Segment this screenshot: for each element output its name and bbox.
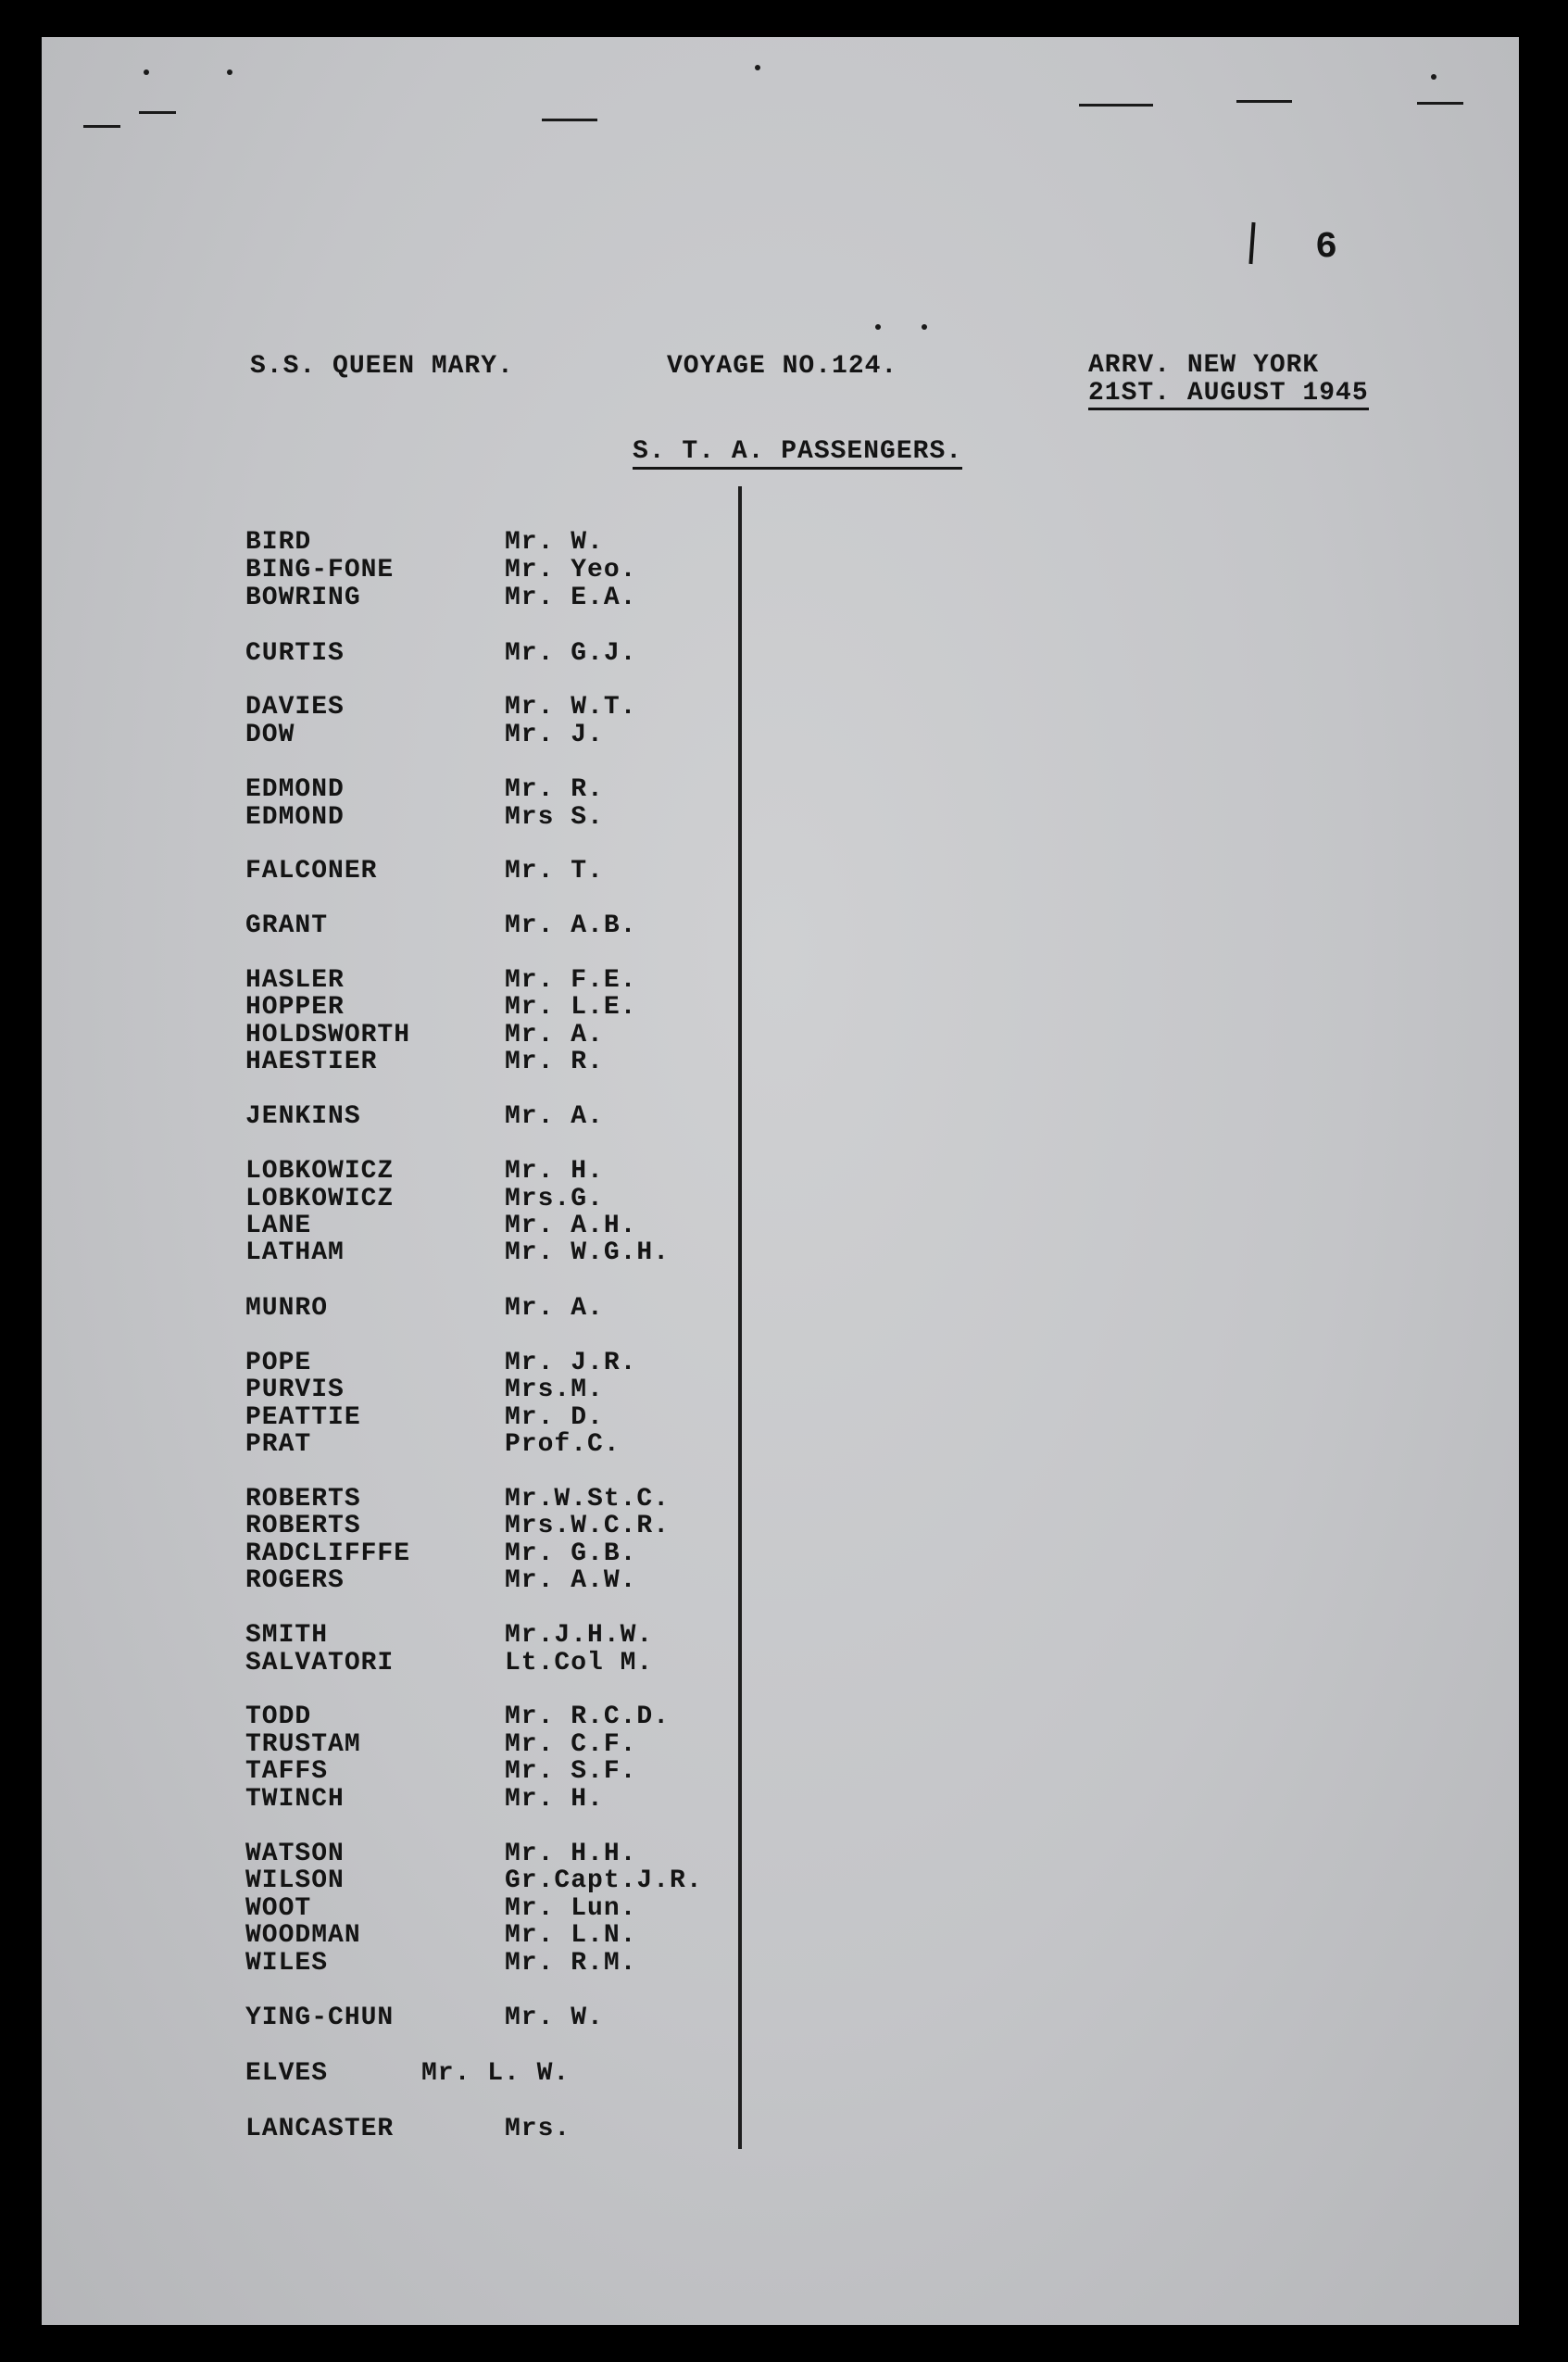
passenger-surname: EDMOND bbox=[245, 803, 345, 832]
passenger-title-initials: Mr. D. bbox=[505, 1403, 604, 1432]
passenger-surname: ROGERS bbox=[245, 1566, 345, 1595]
passenger-surname: GRANT bbox=[245, 911, 329, 940]
passenger-title-initials: Mr. H. bbox=[505, 1785, 604, 1814]
passenger-row bbox=[245, 721, 604, 748]
passenger-title-initials: Lt.Col M. bbox=[505, 1649, 654, 1677]
passenger-title-initials: Mr. R.C.D. bbox=[505, 1702, 671, 1731]
passenger-surname: WILES bbox=[245, 1949, 329, 1978]
passenger-row bbox=[245, 1349, 636, 1376]
arrival-date: 21ST. AUGUST 1945 bbox=[1088, 380, 1369, 410]
ink-dot bbox=[755, 65, 760, 70]
passenger-title-initials: Mr. W.G.H. bbox=[505, 1238, 671, 1267]
column-divider-line bbox=[738, 486, 742, 2149]
passenger-surname: PEATTIE bbox=[245, 1403, 361, 1432]
passenger-surname: HOLDSWORTH bbox=[245, 1021, 411, 1049]
ink-smudge bbox=[83, 125, 120, 128]
ink-dot bbox=[922, 324, 927, 330]
passenger-surname: DAVIES bbox=[245, 693, 345, 722]
passenger-surname: WOODMAN bbox=[245, 1921, 361, 1950]
passenger-title-initials: Mr. W. bbox=[505, 528, 604, 557]
passenger-row bbox=[245, 1621, 653, 1649]
passenger-surname: HOPPER bbox=[245, 993, 345, 1022]
passenger-title-initials: Mrs.W.C.R. bbox=[505, 1512, 671, 1540]
passenger-title-initials: Mr. L. W. bbox=[421, 2059, 571, 2088]
passenger-surname: SMITH bbox=[245, 1621, 329, 1650]
passenger-row bbox=[245, 993, 636, 1021]
passenger-row bbox=[245, 1866, 703, 1894]
passenger-surname: POPE bbox=[245, 1349, 312, 1377]
passenger-row bbox=[245, 1649, 653, 1677]
passenger-row bbox=[245, 1894, 636, 1922]
passenger-row bbox=[245, 1185, 604, 1212]
passenger-surname: LATHAM bbox=[245, 1238, 345, 1267]
passenger-row bbox=[245, 966, 636, 994]
section-title: S. T. A. PASSENGERS. bbox=[633, 437, 962, 470]
passenger-surname: LANCASTER bbox=[245, 2115, 395, 2143]
passenger-row bbox=[245, 1102, 604, 1130]
page-number-tick bbox=[1248, 222, 1255, 264]
passenger-row bbox=[245, 693, 636, 721]
passenger-row bbox=[245, 639, 636, 667]
passenger-title-initials: Mrs. bbox=[505, 2115, 571, 2143]
ship-name: S.S. QUEEN MARY. bbox=[250, 352, 514, 381]
passenger-surname: EDMOND bbox=[245, 775, 345, 804]
passenger-surname: PRAT bbox=[245, 1430, 312, 1459]
passenger-title-initials: Mr. J. bbox=[505, 721, 604, 749]
passenger-surname: RADCLIFFFE bbox=[245, 1539, 411, 1568]
passenger-surname: TRUSTAM bbox=[245, 1730, 361, 1759]
passenger-surname: BIRD bbox=[245, 528, 312, 557]
passenger-surname: WATSON bbox=[245, 1840, 345, 1868]
passenger-row bbox=[245, 2059, 570, 2087]
passenger-surname: ROBERTS bbox=[245, 1512, 361, 1540]
passenger-surname: WILSON bbox=[245, 1866, 345, 1895]
passenger-title-initials: Mr. T. bbox=[505, 857, 604, 886]
ink-smudge bbox=[1079, 104, 1153, 107]
passenger-title-initials: Mr. C.F. bbox=[505, 1730, 637, 1759]
passenger-title-initials: Mrs.M. bbox=[505, 1376, 604, 1404]
ink-smudge bbox=[1417, 102, 1463, 105]
passenger-title-initials: Mr. A. bbox=[505, 1021, 604, 1049]
passenger-surname: CURTIS bbox=[245, 639, 345, 668]
ink-dot bbox=[144, 69, 149, 75]
passenger-title-initials: Mr. J.R. bbox=[505, 1349, 637, 1377]
passenger-row bbox=[245, 1485, 670, 1513]
passenger-title-initials: Mrs.G. bbox=[505, 1185, 604, 1213]
passenger-title-initials: Mr. H.H. bbox=[505, 1840, 637, 1868]
ink-dot bbox=[875, 324, 881, 330]
passenger-row bbox=[245, 1238, 670, 1266]
ink-dot bbox=[1431, 74, 1436, 80]
passenger-surname: FALCONER bbox=[245, 857, 378, 886]
passenger-row bbox=[245, 1376, 604, 1403]
passenger-row bbox=[245, 1702, 670, 1730]
passenger-row bbox=[245, 1730, 636, 1758]
passenger-row bbox=[245, 775, 604, 803]
passenger-title-initials: Mr. E.A. bbox=[505, 584, 637, 612]
passenger-surname: ELVES bbox=[245, 2059, 329, 2088]
passenger-row bbox=[245, 1539, 636, 1567]
passenger-title-initials: Mr. L.N. bbox=[505, 1921, 637, 1950]
passenger-title-initials: Mr. H. bbox=[505, 1157, 604, 1186]
passenger-surname: SALVATORI bbox=[245, 1649, 395, 1677]
passenger-row bbox=[245, 1921, 636, 1949]
passenger-title-initials: Mr. Lun. bbox=[505, 1894, 637, 1923]
passenger-row bbox=[245, 1512, 670, 1539]
voyage-number: VOYAGE NO.124. bbox=[667, 352, 898, 381]
passenger-row bbox=[245, 1212, 636, 1239]
passenger-row bbox=[245, 2115, 571, 2142]
passenger-title-initials: Mr. W. bbox=[505, 2004, 604, 2032]
passenger-row bbox=[245, 1785, 604, 1813]
ink-dot bbox=[227, 69, 232, 75]
passenger-row bbox=[245, 857, 604, 885]
passenger-row bbox=[245, 528, 604, 556]
passenger-title-initials: Mr. W.T. bbox=[505, 693, 637, 722]
passenger-row bbox=[245, 1757, 636, 1785]
passenger-row bbox=[245, 1021, 604, 1049]
passenger-row bbox=[245, 1430, 621, 1458]
passenger-row bbox=[245, 556, 636, 584]
passenger-title-initials: Mr. G.B. bbox=[505, 1539, 637, 1568]
passenger-row bbox=[245, 911, 636, 939]
passenger-surname: BOWRING bbox=[245, 584, 361, 612]
passenger-surname: TAFFS bbox=[245, 1757, 329, 1786]
passenger-surname: WOOT bbox=[245, 1894, 312, 1923]
ink-smudge bbox=[139, 111, 176, 114]
passenger-title-initials: Mr. A.B. bbox=[505, 911, 637, 940]
passenger-title-initials: Mr. S.F. bbox=[505, 1757, 637, 1786]
passenger-surname: HAESTIER bbox=[245, 1048, 378, 1076]
passenger-title-initials: Prof.C. bbox=[505, 1430, 621, 1459]
passenger-row bbox=[245, 803, 604, 831]
passenger-title-initials: Mr. R.M. bbox=[505, 1949, 637, 1978]
passenger-title-initials: Mr.W.St.C. bbox=[505, 1485, 671, 1514]
passenger-surname: LOBKOWICZ bbox=[245, 1185, 395, 1213]
passenger-surname: ROBERTS bbox=[245, 1485, 361, 1514]
passenger-title-initials: Mr. G.J. bbox=[505, 639, 637, 668]
passenger-title-initials: Mr.J.H.W. bbox=[505, 1621, 654, 1650]
passenger-row bbox=[245, 2004, 604, 2031]
passenger-row bbox=[245, 1294, 604, 1322]
passenger-title-initials: Mr. A.H. bbox=[505, 1212, 637, 1240]
page-number: 6 bbox=[1315, 227, 1339, 269]
passenger-title-initials: Mr. A. bbox=[505, 1102, 604, 1131]
passenger-title-initials: Mr. Yeo. bbox=[505, 556, 637, 584]
passenger-surname: YING-CHUN bbox=[245, 2004, 395, 2032]
passenger-row bbox=[245, 584, 636, 611]
passenger-row bbox=[245, 1403, 604, 1431]
passenger-surname: HASLER bbox=[245, 966, 345, 995]
passenger-row bbox=[245, 1566, 636, 1594]
passenger-title-initials: Mr. A.W. bbox=[505, 1566, 637, 1595]
passenger-row bbox=[245, 1840, 636, 1867]
passenger-surname: PURVIS bbox=[245, 1376, 345, 1404]
ink-smudge bbox=[542, 119, 597, 121]
passenger-row bbox=[245, 1048, 604, 1075]
passenger-surname: JENKINS bbox=[245, 1102, 361, 1131]
passenger-surname: TWINCH bbox=[245, 1785, 345, 1814]
passenger-title-initials: Mr. F.E. bbox=[505, 966, 637, 995]
passenger-surname: LOBKOWICZ bbox=[245, 1157, 395, 1186]
passenger-title-initials: Mr. A. bbox=[505, 1294, 604, 1323]
passenger-row bbox=[245, 1949, 636, 1977]
document-page bbox=[42, 37, 1519, 2325]
arrival-port: ARRV. NEW YORK bbox=[1088, 351, 1320, 380]
passenger-row bbox=[245, 1157, 604, 1185]
arrival-info bbox=[1088, 352, 1369, 410]
passenger-surname: MUNRO bbox=[245, 1294, 329, 1323]
passenger-surname: LANE bbox=[245, 1212, 312, 1240]
passenger-title-initials: Gr.Capt.J.R. bbox=[505, 1866, 703, 1895]
passenger-title-initials: Mr. R. bbox=[505, 775, 604, 804]
ink-smudge bbox=[1236, 100, 1292, 103]
passenger-surname: DOW bbox=[245, 721, 295, 749]
passenger-title-initials: Mr. L.E. bbox=[505, 993, 637, 1022]
passenger-surname: TODD bbox=[245, 1702, 312, 1731]
passenger-surname: BING-FONE bbox=[245, 556, 395, 584]
passenger-title-initials: Mrs S. bbox=[505, 803, 604, 832]
passenger-title-initials: Mr. R. bbox=[505, 1048, 604, 1076]
